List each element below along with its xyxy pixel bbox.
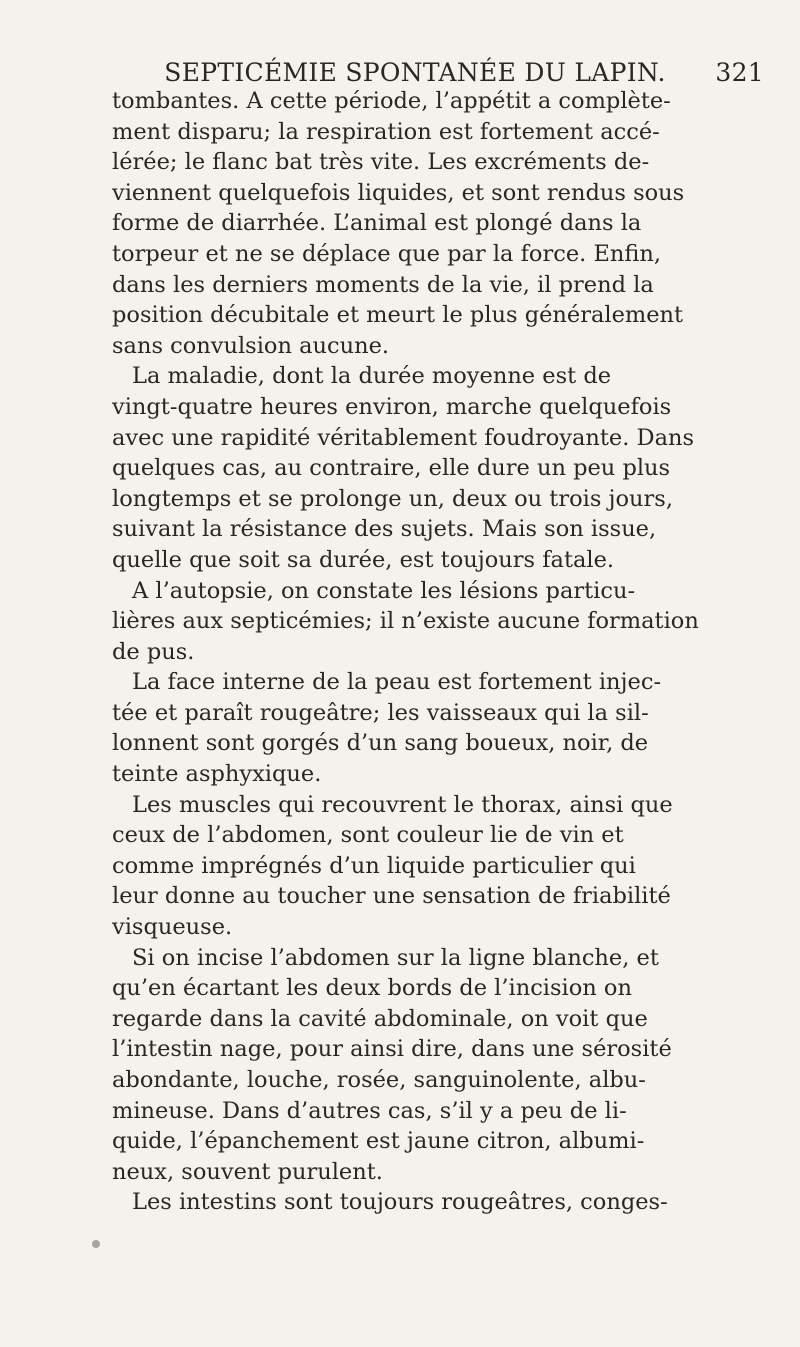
text-line: leur donne au toucher une sensation de friabilité xyxy=(112,883,671,910)
text-line: regarde dans la cavité abdominale, on voit que xyxy=(112,1005,648,1032)
paragraph xyxy=(112,1187,778,1218)
text-line: l’intestin nage, pour ainsi dire, dans une sérosité xyxy=(112,1036,672,1063)
text-line: quelques cas, au contraire, elle dure un peu plus xyxy=(112,455,671,482)
text-line: lières aux septicémies; il n’existe aucune formation xyxy=(112,608,699,635)
text-line: La maladie, dont la durée moyenne est de xyxy=(132,363,612,390)
text-line: neux, souvent purulent. xyxy=(112,1158,383,1185)
text-line: Si on incise l’abdomen sur la ligne blanche, et xyxy=(132,944,659,971)
text-line: forme de diarrhée. L’animal est plongé dans la xyxy=(112,210,642,237)
text-line: dans les derniers moments de la vie, il prend la xyxy=(112,271,654,298)
text-line: teinte asphyxique. xyxy=(112,761,322,788)
text-line: qu’en écartant les deux bords de l’incision on xyxy=(112,975,632,1002)
paragraph xyxy=(112,790,778,943)
text-line: vingt-quatre heures environ, marche quelquefois xyxy=(112,393,672,420)
paragraph xyxy=(112,361,778,575)
text-line: lonnent sont gorgés d’un sang boueux, noir, de xyxy=(112,730,649,757)
paragraph xyxy=(112,667,778,789)
text-line: comme imprégnés d’un liquide particulier qui xyxy=(112,852,636,879)
page-number: 321 xyxy=(715,58,764,87)
text-line: torpeur et ne se déplace que par la force. Enfin, xyxy=(112,240,662,267)
text-line: quide, l’épanchement est jaune citron, albumi- xyxy=(112,1128,645,1155)
text-line: tombantes. A cette période, l’appétit a complète- xyxy=(112,88,671,114)
text-line: visqueuse. xyxy=(112,914,233,941)
text-line: tée et paraît rougeâtre; les vaisseaux qui la sil- xyxy=(112,699,649,726)
paragraph xyxy=(112,576,778,668)
margin-mark xyxy=(92,1240,100,1248)
body-text xyxy=(112,86,778,1218)
text-line: Les muscles qui recouvrent le thorax, ainsi que xyxy=(132,791,673,818)
paragraph xyxy=(112,86,778,361)
text-line: quelle que soit sa durée, est toujours fatale. xyxy=(112,546,615,573)
text-line: lérée; le flanc bat très vite. Les excréments de- xyxy=(112,149,650,176)
text-line: A l’autopsie, on constate les lésions particu- xyxy=(132,577,636,604)
text-line: avec une rapidité véritablement foudroyante. Dans xyxy=(112,424,695,451)
text-line: position décubitale et meurt le plus généralement xyxy=(112,302,684,329)
text-line: ceux de l’abdomen, sont couleur lie de vin et xyxy=(112,822,624,849)
text-line: mineuse. Dans d’autres cas, s’il y a peu de li- xyxy=(112,1097,627,1124)
text-line: longtemps et se prolonge un, deux ou trois jours, xyxy=(112,485,673,512)
text-line: viennent quelquefois liquides, et sont rendus sous xyxy=(112,179,685,206)
running-title: SEPTICÉMIE SPONTANÉE DU LAPIN. xyxy=(164,58,666,87)
text-line: ment disparu; la respiration est fortement accé- xyxy=(112,118,660,145)
text-line: sans convulsion aucune. xyxy=(112,332,390,359)
paragraph xyxy=(112,943,778,1188)
text-line: La face interne de la peau est fortement injec- xyxy=(132,669,662,696)
text-line: suivant la résistance des sujets. Mais son issue, xyxy=(112,516,657,543)
text-line: Les intestins sont toujours rougeâtres, conges- xyxy=(132,1189,668,1216)
text-line: de pus. xyxy=(112,638,195,665)
text-line: abondante, louche, rosée, sanguinolente, albu- xyxy=(112,1067,646,1093)
